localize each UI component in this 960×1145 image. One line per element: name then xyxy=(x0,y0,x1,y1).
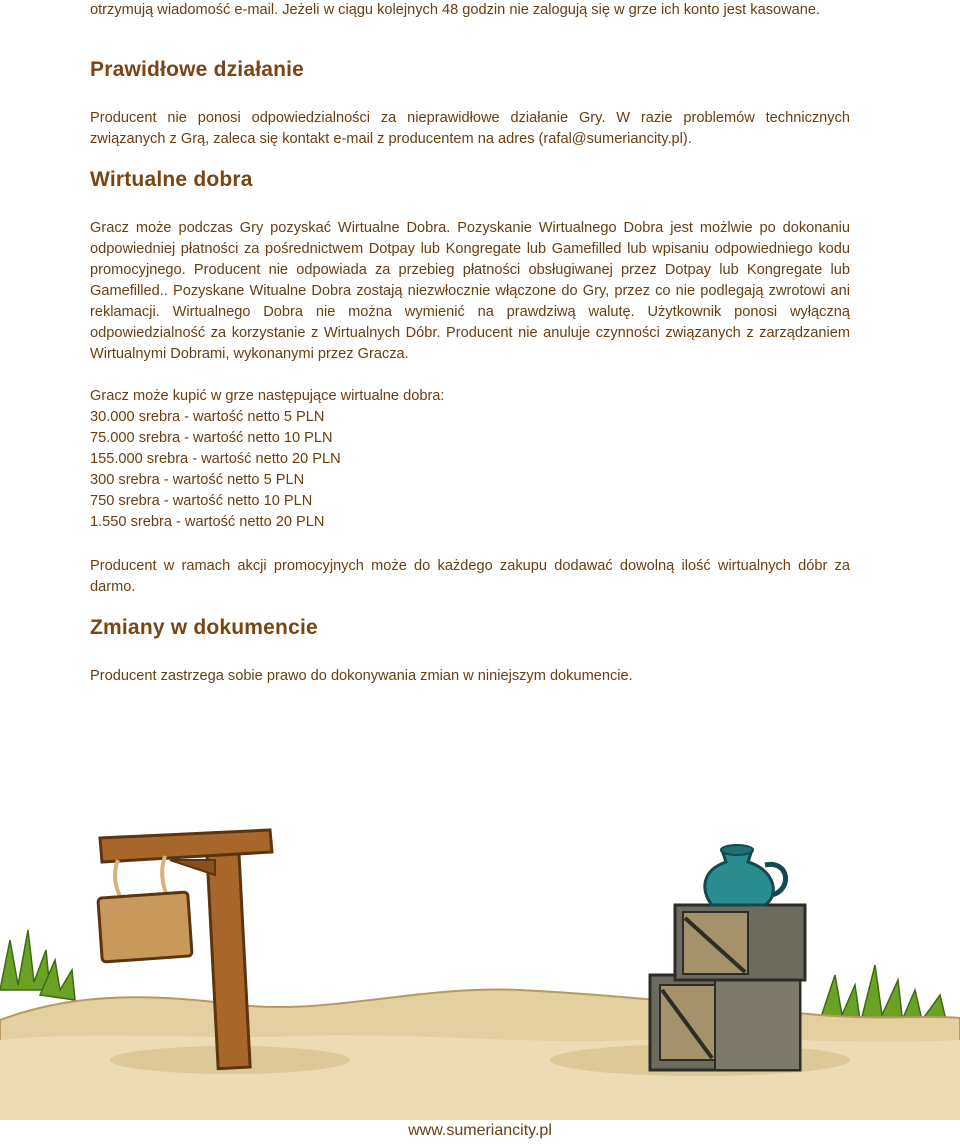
grass-left-icon xyxy=(0,930,75,1000)
heading-zmiany-w-dokumencie: Zmiany w dokumencie xyxy=(90,616,318,639)
heading-prawidlowe-dzialanie: Prawidłowe działanie xyxy=(90,58,305,81)
paragraph-prawidlowe-dzialanie: Producent nie ponosi odpowiedzialności za nieprawidłowe działanie Gry. W razie problemów technicznych związanych z Grą, zaleca się kontakt e-mail z producentem na adres (rafal@sumeriancity.pl). xyxy=(90,110,850,147)
paragraph-zmiany: Producent zastrzega sobie prawo do dokonywania zmian w niniejszym dokumencie. xyxy=(90,668,633,684)
crates-icon xyxy=(650,905,805,1070)
jug-icon xyxy=(705,845,786,905)
list-item: 1.550 srebra - wartość netto 20 PLN xyxy=(90,514,325,530)
list-item: 30.000 srebra - wartość netto 5 PLN xyxy=(90,409,325,425)
decorative-scene xyxy=(0,790,960,1120)
footer-url: www.sumeriancity.pl xyxy=(408,1122,552,1139)
list-item: 750 srebra - wartość netto 10 PLN xyxy=(90,493,313,509)
paragraph-wirtualne-dobra: Gracz może podczas Gry pozyskać Wirtualne Dobra. Pozyskanie Wirtualnego Dobra jest możlwie po dokonaniu odpowiedniej płatności za pośrednictwem Dotpay lub Kongregate lub Gamefilled lub wpisaniu odpowiedniego kodu promocyjnego. Producent nie odpowiada za przebieg płatności obsługiwanej przez Dotpay lub Kongregate lub Gamefilled.. Pozyskane Witualne Dobra zostają niezwłocznie włączone do Gry, przez co nie podlegają zwrotowi ani reklamacji. Wirtualnego Dobra nie można wymienić na prawdziwą walutę. Użytkownik ponosi wyłączną odpowiedzialność za korzystanie z Wirtualnych Dóbr. Producent nie anuluje czynności związanych z zarządzaniem Wirtualnymi Dobrami, wykonanymi przez Gracza. xyxy=(90,220,850,362)
goods-list xyxy=(90,386,850,533)
intro-paragraph: otrzymują wiadomość e-mail. Jeżeli w ciągu kolejnych 48 godzin nie zalogują się w grze ich konto jest kasowane. xyxy=(90,2,821,18)
list-item: 155.000 srebra - wartość netto 20 PLN xyxy=(90,451,341,467)
list-item: 75.000 srebra - wartość netto 10 PLN xyxy=(90,430,333,446)
list-item: 300 srebra - wartość netto 5 PLN xyxy=(90,472,305,488)
paragraph-promotions: Producent w ramach akcji promocyjnych może do każdego zakupu dodawać dowolną ilość wirtualnych dóbr za darmo. xyxy=(90,558,850,595)
heading-wirtualne-dobra: Wirtualne dobra xyxy=(90,168,253,191)
goods-list-intro: Gracz może kupić w grze następujące wirtualne dobra: xyxy=(90,388,445,404)
